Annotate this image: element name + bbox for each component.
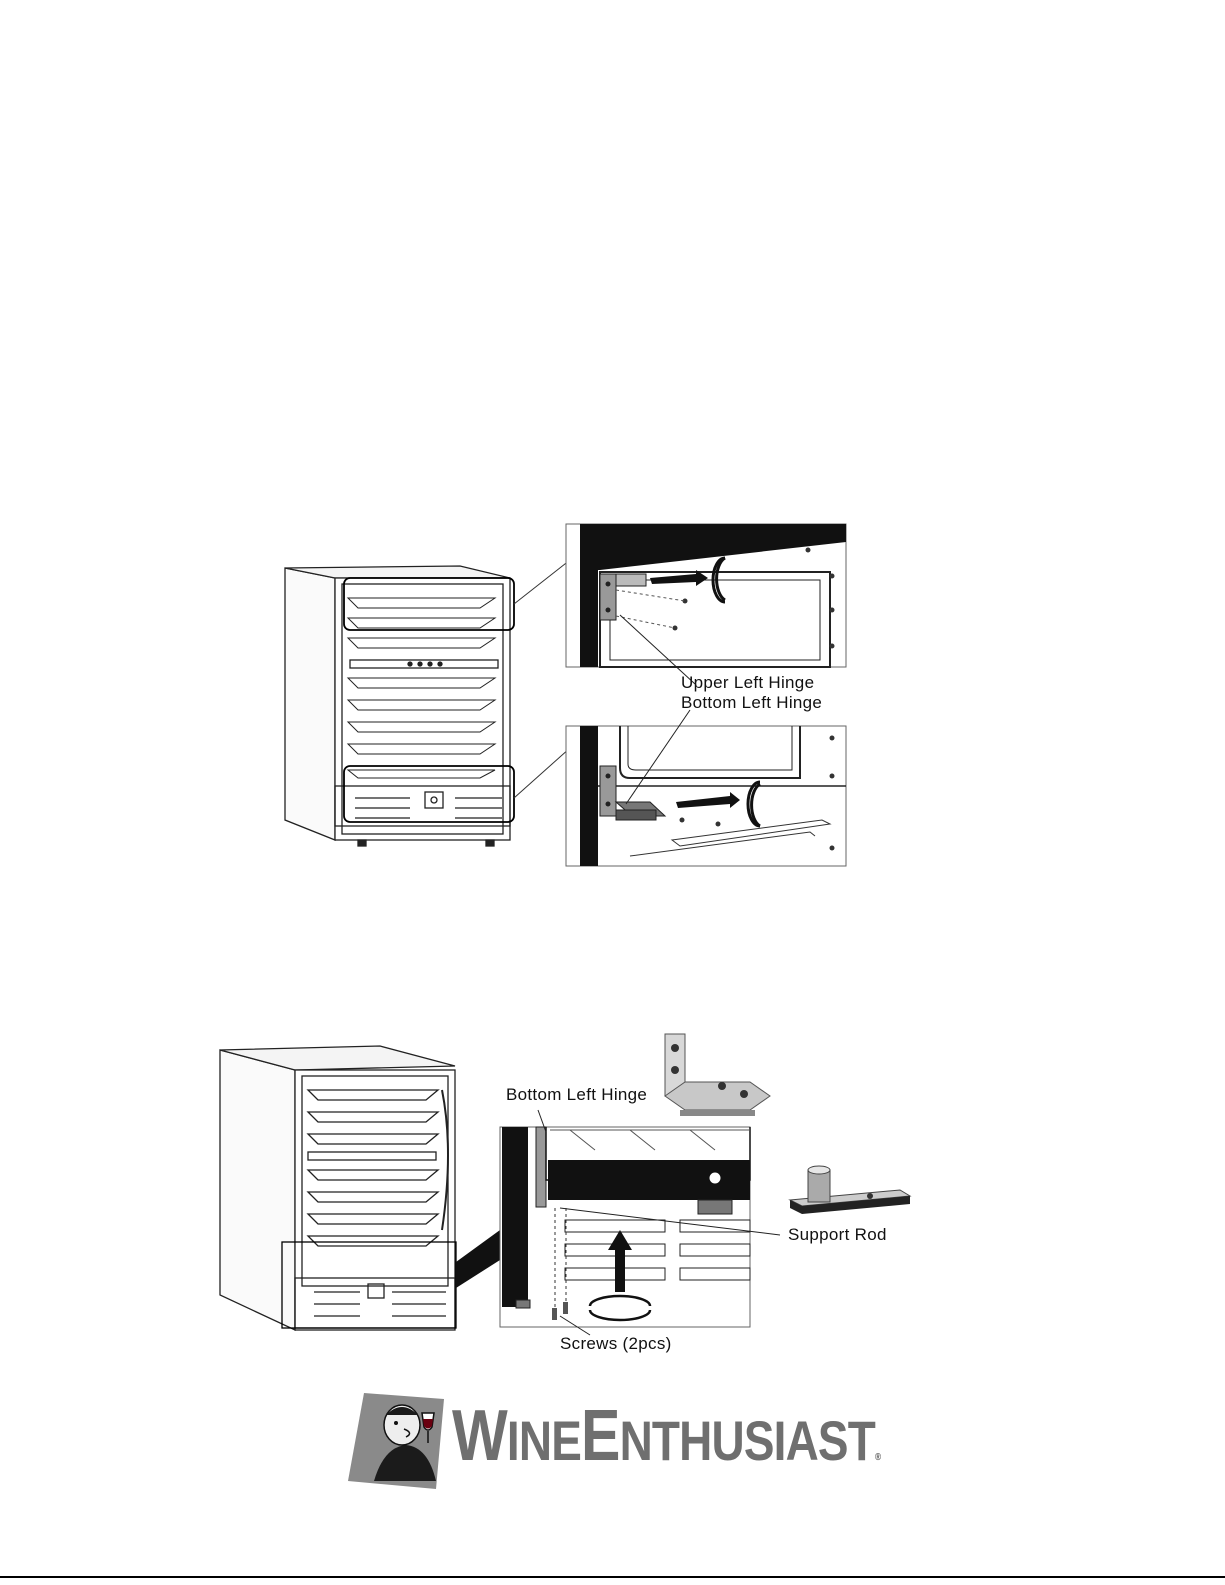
wine-enthusiast-logo bbox=[344, 1385, 881, 1495]
wine-enthusiast-wordmark bbox=[452, 1395, 880, 1477]
figure-support-rod bbox=[210, 1030, 920, 1340]
label-upper-left-hinge: Upper Left Hinge bbox=[681, 673, 815, 692]
wordmark-initial-w: W bbox=[452, 1396, 507, 1476]
support-rod-illustration bbox=[210, 1030, 920, 1340]
footer-divider bbox=[0, 1576, 1225, 1578]
label-bottom-left-hinge: Bottom Left Hinge bbox=[681, 693, 823, 712]
registered-mark: ® bbox=[874, 1452, 881, 1463]
wordmark-initial-e: E bbox=[581, 1396, 620, 1476]
label-bottom-left-hinge-2: Bottom Left Hinge bbox=[506, 1085, 648, 1104]
label-screws: Screws (2pcs) bbox=[560, 1334, 672, 1353]
wordmark-ine: INE bbox=[506, 1409, 582, 1472]
label-support-rod: Support Rod bbox=[788, 1225, 887, 1244]
mascot-emblem-icon bbox=[344, 1385, 454, 1495]
wordmark-nthusiast: NTHUSIAST bbox=[619, 1409, 875, 1472]
